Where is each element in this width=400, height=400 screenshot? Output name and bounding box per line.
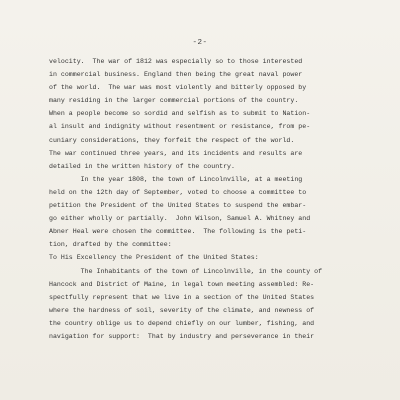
text-line: tion, drafted by the committee:	[49, 241, 172, 249]
text-line: spectfully represent that we live in a section of the United States	[49, 293, 315, 301]
text-line: Hancock and District of Maine, in legal town meeting assembled: Re-	[49, 280, 315, 288]
text-line: The war continued three years, and its incidents and results are	[49, 149, 303, 157]
text-line: al insult and indignity without resentment or resistance, from pe-	[49, 123, 311, 131]
text-line: held on the 12th day of September, voted to choose a committee to	[49, 188, 307, 196]
text-line: Abner Heal were chosen the committee. The following is the peti-	[49, 228, 307, 236]
text-line: navigation for support: That by industry and perseverance in their	[49, 332, 315, 340]
text-line: where the hardness of soil, severity of the climate, and newness of	[49, 306, 315, 314]
text-line: velocity. The war of 1812 was especially so to those interested	[49, 58, 303, 65]
text-line: The Inhabitants of the town of Lincolnville, in the county of	[49, 267, 323, 275]
text-line: of the world. The war was most violently and bitterly opposed by	[49, 84, 307, 92]
text-line: In the year 1808, the town of Lincolnville, at a meeting	[49, 175, 303, 183]
text-line: petition the President of the United States to suspend the embar-	[49, 202, 307, 210]
text-line: in commercial business. England then being the great naval power	[49, 71, 303, 79]
text-line: go either wholly or partially. John Wilson, Samuel A. Whitney and	[49, 215, 311, 223]
page-number: -2-	[192, 39, 208, 47]
text-line: many residing in the larger commercial portions of the country.	[49, 97, 299, 105]
text-line: the country oblige us to depend chiefly on our lumber, fishing, and	[49, 319, 315, 327]
text-line: cuniary considerations, they forfeit the respect of the world.	[49, 136, 295, 144]
text-line: To His Excellency the President of the United States:	[49, 254, 259, 262]
text-line: detailed in the written history of the country.	[49, 162, 235, 170]
body-text	[49, 55, 369, 343]
text-line: When a people become so sordid and selfish as to submit to Nation-	[49, 110, 311, 118]
